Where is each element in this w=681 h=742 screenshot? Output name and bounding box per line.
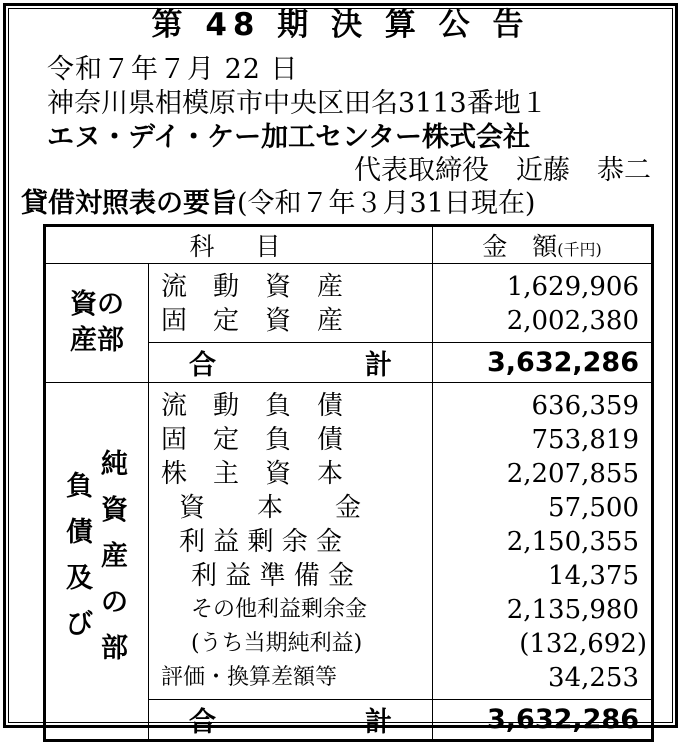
notice-title: 第 48 期 決 算 公 告 [151,7,530,43]
liabilities-group-label [45,383,149,741]
list-item: 資 本 金 [179,493,362,523]
group-char: 部 [101,633,128,664]
assets-total-label [149,343,433,383]
total-label-left: 合 [189,707,216,738]
header-subject [45,226,433,264]
assets-group-label [45,264,149,383]
item-value: 2,207,855 [506,459,640,489]
liabilities-total-value: 3,632,286 [433,700,653,741]
table-header-row [45,226,653,264]
list-item: 利 益 剰 余 金 [179,527,343,557]
item-value: 1,629,906 [506,272,640,302]
item-value: 636,359 [531,391,640,421]
assets-section [45,264,653,343]
representative: 代表取締役 近藤 恭二 [354,155,651,186]
list-item: 固 定 負 債 [161,425,344,455]
group-char: 負 [66,471,93,502]
list-item: 利 益 準 備 金 [191,561,355,591]
group-char: び [66,609,93,640]
list-item: 固 定 資 産 [161,306,344,336]
header-amount [433,226,653,264]
header-unit: (千円) [557,240,602,259]
total-label-left: 合 [189,350,216,381]
sheet-title [21,190,535,217]
list-item: その他利益剰余金 [191,597,368,622]
item-value: 34,253 [548,663,640,693]
item-value: 2,002,380 [506,306,640,336]
item-value: 57,500 [548,493,640,523]
list-item: 流 動 資 産 [161,272,344,302]
balance-sheet-table [43,224,654,742]
list-item: 流 動 負 債 [161,391,344,421]
company-address: 神奈川県相模原市中央区田名3113番地１ [47,88,548,119]
list-item: (うち当期純利益) [191,631,363,656]
header-amount-text: 金 額 [482,232,558,261]
total-label-right: 計 [365,350,393,381]
group-char: 債 [66,517,93,548]
liabilities-total-label [149,700,433,741]
item-value: (132,692) [519,629,648,659]
list-item: 評価・換算差額等 [161,665,338,690]
assets-group-line1: 資の [70,289,124,320]
liabilities-group-col2 [101,442,128,672]
assets-total-value: 3,632,286 [433,343,653,383]
liabilities-section [45,383,653,700]
item-value: 2,150,355 [506,527,640,557]
liabilities-values [433,383,653,700]
header-subject-text: 科 目 [189,232,289,261]
group-char: 純 [101,449,128,480]
item-value: 2,135,980 [506,595,640,625]
item-value: 753,819 [531,425,640,455]
list-item: 株 主 資 本 [161,459,344,489]
liabilities-items [149,383,433,700]
sheet-period: (令和７年３月31日現在) [237,188,536,219]
company-name: エヌ・デイ・ケー加工センター株式会社 [47,122,531,153]
sheet-title-text: 貸借対照表の要旨 [21,188,237,219]
item-value: 14,375 [548,561,640,591]
group-char: 及 [66,563,93,594]
notice-date: 令和７年７月 22 日 [47,54,299,85]
assets-group-line2: 産部 [70,325,124,356]
total-label-right: 計 [365,707,393,738]
assets-items [149,264,433,343]
group-char: 産 [101,541,128,572]
assets-values [433,264,653,343]
group-char: 資 [101,495,128,526]
liabilities-group-col1 [66,450,93,672]
group-char: の [101,587,128,618]
